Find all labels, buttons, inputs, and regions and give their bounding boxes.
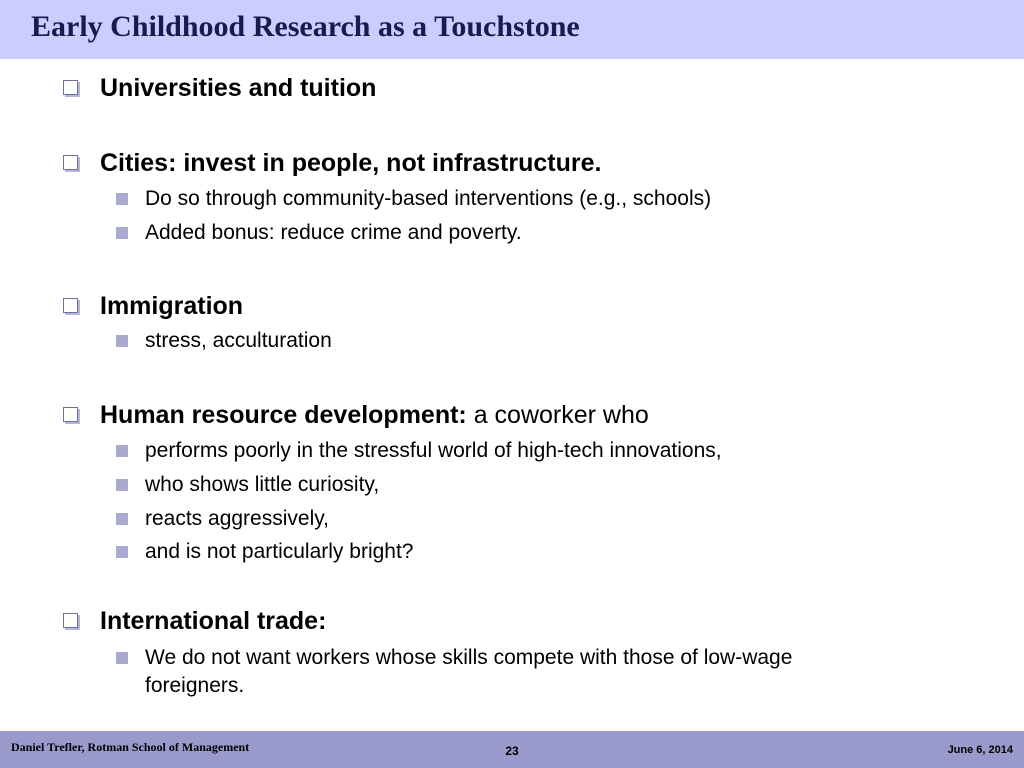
bullet-label: Universities and tuition (100, 74, 377, 102)
square-bullet-icon (116, 546, 128, 558)
square-bullet-icon (116, 513, 128, 525)
page-number: 23 (505, 744, 519, 758)
sub-bullet-text: who shows little curiosity, (145, 473, 380, 496)
sub-bullet-text: Do so through community-based interventions (e.g., schools) (145, 187, 712, 210)
bullet-label: International trade: (100, 607, 327, 635)
footer-author: Daniel Trefler, Rotman School of Management (11, 740, 250, 754)
bullet-label: Immigration (100, 292, 244, 320)
square-bullet-icon (116, 652, 128, 664)
sub-bullet-text: Added bonus: reduce crime and poverty. (145, 221, 522, 244)
sub-bullet-text: foreigners. (145, 674, 245, 697)
checkbox-bullet-icon (63, 155, 78, 170)
sub-bullet-text: and is not particularly bright? (145, 540, 414, 563)
sub-bullet-text: performs poorly in the stressful world of high-tech innovations, (145, 439, 722, 462)
footer-date: June 6, 2014 (947, 744, 1013, 756)
square-bullet-icon (116, 193, 128, 205)
square-bullet-icon (116, 335, 128, 347)
footer-bar (0, 731, 1024, 768)
square-bullet-icon (116, 445, 128, 457)
sub-bullet-text: We do not want workers whose skills compete with those of low-wage (145, 646, 793, 669)
checkbox-bullet-icon (63, 298, 78, 313)
square-bullet-icon (116, 227, 128, 239)
sub-bullet-text: stress, acculturation (145, 329, 332, 352)
slide-title: Early Childhood Research as a Touchstone (31, 10, 580, 43)
checkbox-bullet-icon (63, 80, 78, 95)
square-bullet-icon (116, 479, 128, 491)
sub-bullet-text: reacts aggressively, (145, 507, 330, 530)
bullet-label: Cities: invest in people, not infrastructure. (100, 149, 602, 177)
checkbox-bullet-icon (63, 613, 78, 628)
checkbox-bullet-icon (63, 407, 78, 422)
bullet-continuation: a coworker who (466, 401, 649, 429)
bullet-label: Human resource development: (100, 401, 467, 429)
